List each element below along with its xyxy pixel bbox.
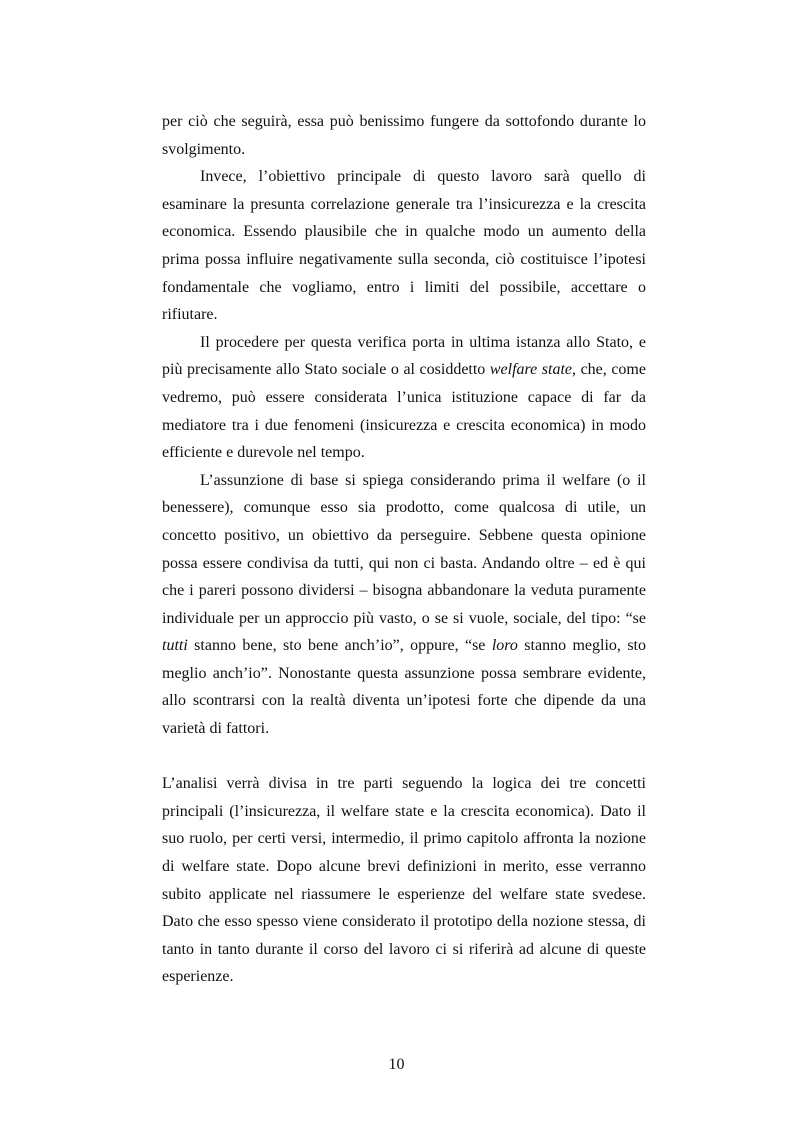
text-run: L’assunzione di base si spiega considerando prima il welfare (o il benessere), comunque esso sia prodotto, come qualcosa di utile, un concetto positivo, un obiettivo da perseguire. Sebbene questa opinione possa essere condivisa da tutti, qui non ci basta. Andando oltre – ed è qui che i pareri possono dividersi – bisogna abbandonare la veduta puramente individuale per un approccio più vasto, o se si vuole, sociale, del tipo: “se: [162, 471, 646, 627]
text-run: stanno meglio, sto meglio anch’io”. Nonostante questa assunzione possa sembrare evidente, allo scontrarsi con la realtà diventa un’ipotesi forte che dipende da una varietà di fattori.: [162, 637, 646, 738]
text-run: per ciò che seguirà, essa può benissimo fungere da sottofondo durante lo svolgimento.: [162, 113, 646, 158]
paragraph: [162, 163, 646, 329]
text-run: Invece, l’obiettivo principale di questo lavoro sarà quello di esaminare la presunta correlazione generale tra l’insicurezza e la crescita economica. Essendo plausibile che in qualche modo un aumento della prima possa influire negativamente sulla seconda, ciò costituisce l’ipotesi fondamentale che vogliamo, entro i limiti del possibile, accettare o rifiutare.: [162, 168, 646, 324]
paragraph: [162, 108, 646, 163]
paragraph: [162, 770, 646, 991]
paragraph: [162, 467, 646, 743]
text-run: Il procedere per questa verifica porta in ultima istanza allo Stato, e più precisamente allo Stato sociale o al cosiddetto: [162, 333, 646, 379]
italic-term: welfare state: [489, 361, 573, 379]
page-number: 10: [388, 1056, 405, 1073]
italic-term: loro: [491, 637, 518, 655]
text-run: stanno bene, sto bene anch’io”, oppure, “se: [187, 637, 492, 655]
paragraph-gap: [162, 743, 646, 771]
italic-term: tutti: [162, 637, 188, 655]
body-text: [162, 108, 646, 991]
text-run: , che, come vedremo, può essere considerata l’unica istituzione capace di far da mediatore tra i due fenomeni (insicurezza e crescita economica) in modo efficiente e durevole nel tempo.: [162, 361, 646, 462]
paragraph: [162, 329, 646, 467]
text-run: L’analisi verrà divisa in tre parti seguendo la logica dei tre concetti principali (l’insicurezza, il welfare state e la crescita economica). Dato il suo ruolo, per certi versi, intermedio, il primo capitolo affronta la nozione di welfare state. Dopo alcune brevi definizioni in merito, esse verranno subito applicate nel riassumere le esperienze del welfare state svedese. Dato che esso spesso viene considerato il prototipo della nozione stessa, di tanto in tanto durante il corso del lavoro ci si riferirà ad alcune di queste esperienze.: [162, 775, 646, 986]
